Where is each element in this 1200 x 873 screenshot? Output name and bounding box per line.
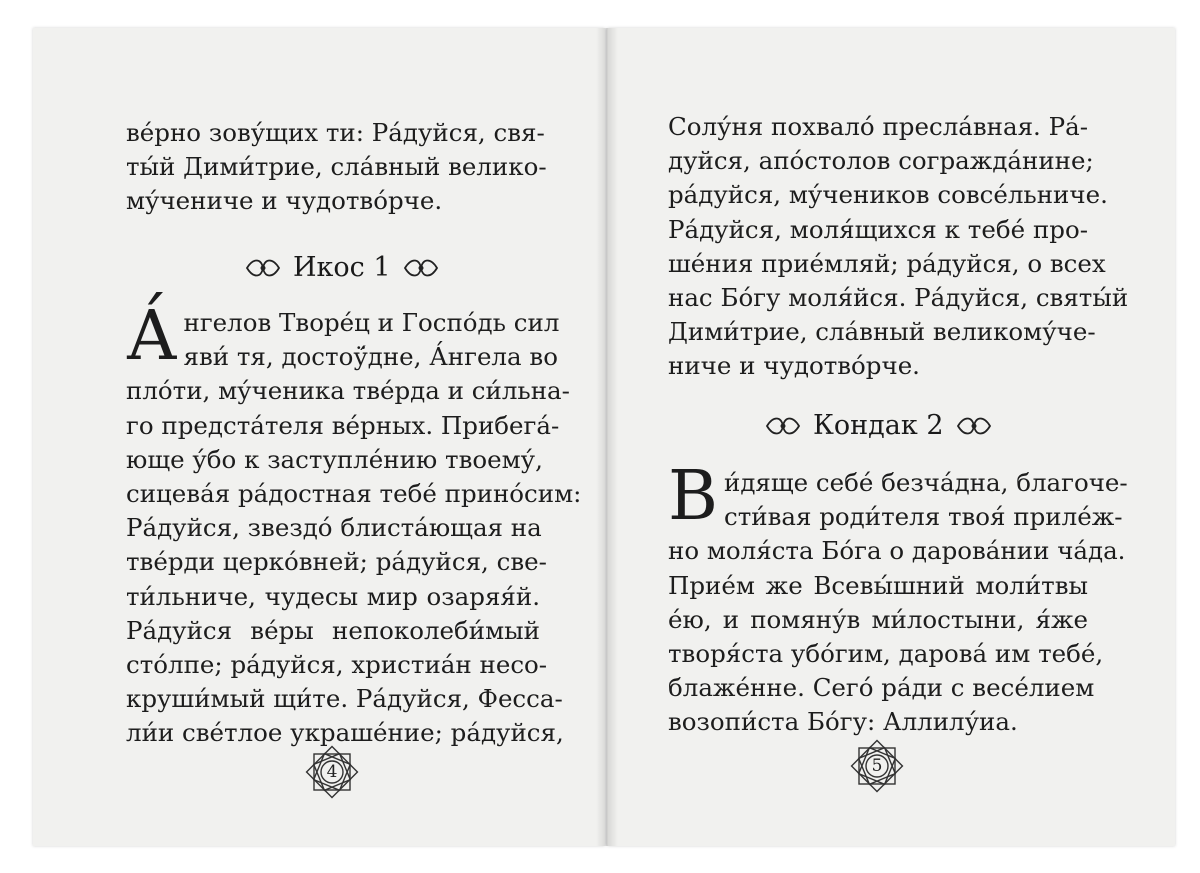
text-line: нас Бо́гу моля́йся. Ра́дуйся, святы́й — [668, 283, 1129, 313]
section-heading-ikos — [243, 252, 441, 283]
section-heading-kondak — [763, 410, 994, 441]
text-line: круши́мый щи́те. Ра́дуйся, Фесса- — [126, 684, 563, 714]
knot-ornament-icon — [401, 256, 441, 280]
left-top-paragraph — [126, 116, 547, 219]
page-number: 4 — [326, 762, 338, 782]
text-line: блаже́нне. Сего́ ра́ди с весе́лием — [668, 673, 1095, 703]
page-number-right — [845, 734, 909, 798]
text-line: сицева́я ра́достная тебе́ прино́сим: — [126, 479, 582, 509]
text-line: Прие́м же Всевы́шний моли́твы — [668, 570, 1088, 600]
text-line: ты́й Дими́трие, сла́вный велико- — [126, 152, 547, 182]
text-line: но моля́ста Бо́га о дарова́нии ча́да. — [668, 536, 1126, 566]
text-line: нгелов Творе́ц и Госпо́дь сил — [183, 308, 560, 337]
knot-ornament-icon — [763, 414, 803, 438]
text-line: Дими́трие, сла́вный великому́че- — [668, 317, 1096, 347]
right-top-paragraph — [668, 110, 1129, 384]
page-number: 5 — [871, 756, 883, 776]
text-line: и́дяще себе́ безча́дна, благоче- — [723, 468, 1128, 497]
drop-cap: В — [668, 457, 718, 536]
heading-title: Икос 1 — [293, 252, 391, 283]
text-line: му́чениче и чудотво́рче. — [126, 186, 443, 216]
text-line: ли́и све́тлое украше́ние; ра́дуйся, — [126, 718, 564, 748]
page-number-left — [300, 740, 364, 804]
right-body-paragraph — [668, 457, 1128, 740]
text-line: ти́льниче, чудесы мир озаряя́й. — [126, 581, 540, 611]
knot-ornament-icon — [243, 256, 283, 280]
text-line: Солу́ня похвало́ пресла́вная. Ра́- — [668, 112, 1088, 141]
text-line: дуйся, апо́столов согражда́нине; — [668, 146, 1094, 176]
text-line: юще у́бо к заступле́нию твоему́, — [126, 444, 543, 474]
text-line: сти́вая роди́теля твоя́ приле́ж- — [723, 502, 1123, 532]
text-line: тве́рди церко́вней; ра́дуйся, све- — [126, 547, 547, 577]
text-line: яви́ тя, достоӱ́дне, А́нгела во — [183, 342, 558, 372]
text-line: творя́ста убо́гим, дарова́ им тебе́, — [668, 639, 1104, 669]
text-line: ве́рно зову́щих ти: Ра́дуйся, свя- — [126, 118, 545, 147]
text-line: ра́дуйся, му́чеников совсе́льниче. — [668, 180, 1108, 210]
text-line: е́ю, и помяну́в ми́лостыни, я́же — [668, 604, 1088, 634]
drop-cap: А́ — [126, 297, 178, 376]
text-line: ше́ния прие́мляй; ра́дуйся, о всех — [668, 248, 1106, 278]
left-body-paragraph — [126, 297, 582, 751]
book-spine-gutter — [596, 28, 618, 846]
text-line: сто́лпе; ра́дуйся, христиа́н несо- — [126, 650, 548, 680]
text-line: Ра́дуйся ве́ры непоколеби́мый — [126, 615, 540, 645]
heading-title: Кондак 2 — [813, 410, 944, 441]
text-line: Ра́дуйся, моля́щихся к тебе́ про- — [668, 214, 1088, 244]
text-line: ниче и чудотво́рче. — [668, 351, 920, 381]
knot-ornament-icon — [954, 414, 994, 438]
text-line: го предста́теля ве́рных. Прибега́- — [126, 410, 560, 440]
text-line: пло́ти, му́ченика тве́рда и си́льна- — [126, 376, 570, 406]
text-line: Ра́дуйся, звездо́ блиста́ющая на — [126, 513, 542, 543]
text-line: возопи́ста Бо́гу: Аллилу́иа. — [668, 707, 1018, 737]
